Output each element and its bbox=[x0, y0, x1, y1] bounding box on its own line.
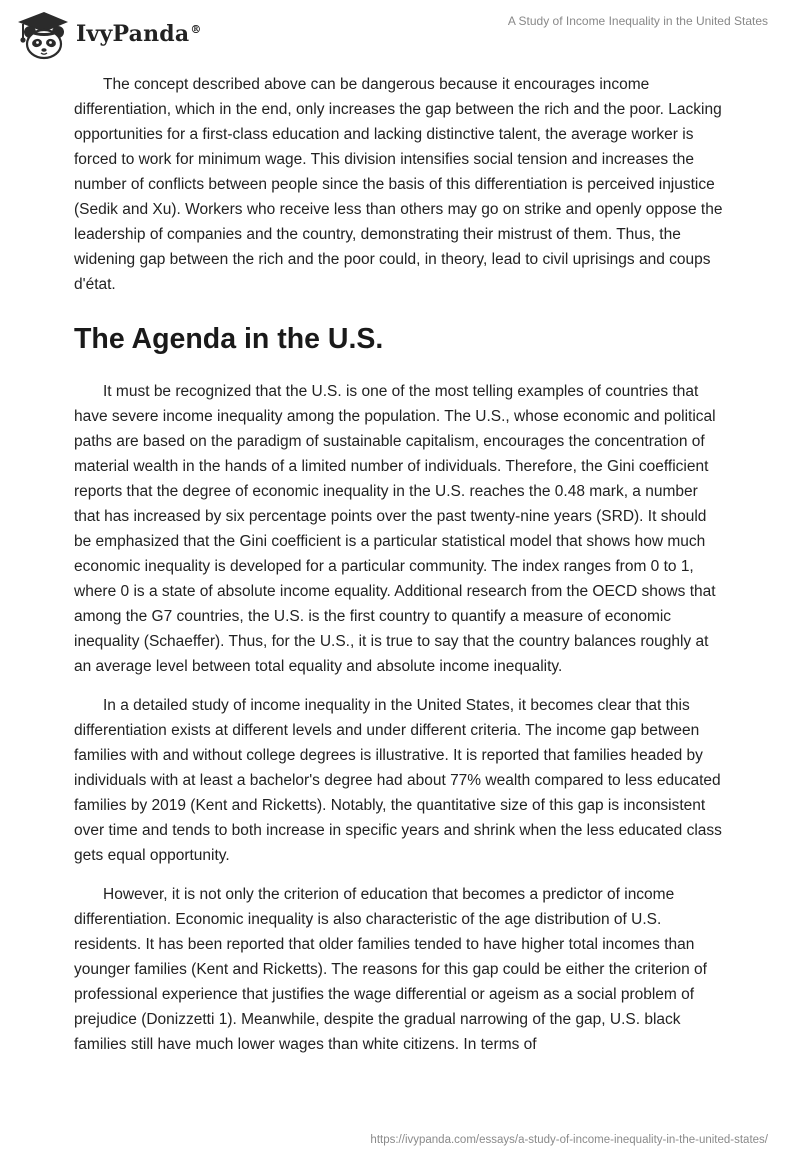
panda-graduation-cap-icon bbox=[14, 8, 70, 60]
article-body bbox=[74, 72, 726, 1071]
brand-logo-link[interactable] bbox=[14, 8, 202, 60]
article-paragraph: It must be recognized that the U.S. is one of the most telling examples of countries that have severe income inequality among the population. The U.S., whose economic and political paths are based on the paradigm of sustainable capitalism, encourages the concentration of material wealth in the hands of a limited number of individuals. Therefore, the Gini coefficient reports that the degree of economic inequality in the U.S. reaches the 0.48 mark, a number that has increased by six percentage points over the past twenty-nine years (SRD). It should be emphasized that the Gini coefficient is a particular statistical model that shows how much economic inequality is developed for a particular community. The index ranges from 0 to 1, where 0 is a state of absolute income equality. Additional research from the OECD shows that among the G7 countries, the U.S. is the first country to quantify a measure of economic inequality (Schaeffer). Thus, for the U.S., it is true to say that the country balances roughly at an average level between total equality and absolute income inequality. bbox=[74, 383, 716, 675]
page-header bbox=[0, 0, 800, 70]
article-paragraph: However, it is not only the criterion of education that becomes a predictor of income differentiation. Economic inequality is also characteristic of the age distribution of U.S. residents. It has been reported that older families tended to have higher total incomes than younger families (Kent and Ricketts). The reasons for this gap could be either the criterion of professional experience that justifies the wage differential or ageism as a social problem of prejudice (Donizzetti 1). Meanwhile, despite the gradual narrowing of the gap, U.S. black families still have much lower wages than white citizens. In terms of bbox=[74, 886, 707, 1053]
article-paragraph: In a detailed study of income inequality in the United States, it becomes clear that this differentiation exists at different levels and under different criteria. The income gap between families with and without college degrees is illustrative. It is reported that families headed by individuals with at least a bachelor's degree had about 77% wealth compared to less educated families by 2019 (Kent and Ricketts). Notably, the quantitative size of this gap is inconsistent over time and tends to both increase in specific years and shrink when the less educated class gets equal opportunity. bbox=[74, 697, 722, 864]
source-url-link[interactable]: https://ivypanda.com/essays/a-study-of-income-inequality-in-the-united-states/ bbox=[370, 1134, 768, 1146]
brand-name: IvyPanda® bbox=[76, 21, 202, 47]
section-heading: The Agenda in the U.S. bbox=[74, 323, 384, 355]
registered-mark: ® bbox=[190, 22, 202, 36]
document-title: A Study of Income Inequality in the United States bbox=[507, 14, 768, 28]
article-paragraph: The concept described above can be dangerous because it encourages income differentiation, which in the end, only increases the gap between the rich and the poor. Lacking opportunities for a first-class education and lacking distinctive talent, the average worker is forced to work for minimum wage. This division intensifies social tension and increases the number of conflicts between people since the basis of this differentiation is perceived injustice (Sedik and Xu). Workers who receive less than others may go on strike and openly oppose the leadership of companies and the country, demonstrating their mistrust of them. Thus, the widening gap between the rich and the poor could, in theory, lead to civil uprisings and coups d'état. bbox=[74, 76, 723, 293]
